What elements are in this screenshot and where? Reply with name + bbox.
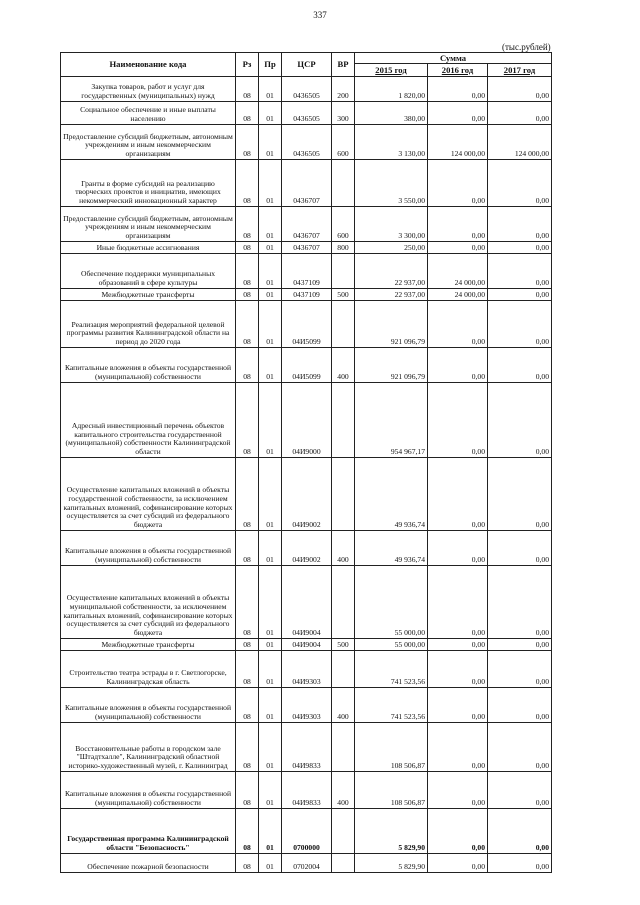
- table-row: [61, 458, 552, 531]
- cell-csr: 04И9833: [282, 723, 332, 772]
- cell-2017: 0,00: [488, 102, 552, 125]
- cell-2015: 921 096,79: [355, 348, 428, 383]
- cell-2015: 49 936,74: [355, 531, 428, 566]
- cell-name: Капитальные вложения в объекты государственной (муниципальной) собственности: [61, 348, 236, 383]
- cell-csr: 04И5099: [282, 301, 332, 348]
- cell-name: Восстановительные работы в городском зале "Штадтхалле", Калининградский областной историко-художественный музей, г. Калининград: [61, 723, 236, 772]
- cell-2015: 3 550,00: [355, 160, 428, 207]
- cell-rz: 08: [236, 566, 259, 639]
- cell-2016: 124 000,00: [428, 125, 488, 160]
- cell-vr: 600: [332, 125, 355, 160]
- cell-csr: 04И9002: [282, 458, 332, 531]
- cell-2017: 0,00: [488, 160, 552, 207]
- cell-rz: 08: [236, 160, 259, 207]
- cell-2016: 0,00: [428, 348, 488, 383]
- cell-2017: 0,00: [488, 242, 552, 254]
- units-label: (тыс.рублей): [502, 42, 551, 52]
- cell-2015: 3 130,00: [355, 125, 428, 160]
- cell-2016: 0,00: [428, 772, 488, 809]
- cell-2015: 954 967,17: [355, 383, 428, 458]
- cell-2017: 0,00: [488, 383, 552, 458]
- table-row: [61, 566, 552, 639]
- cell-rz: 08: [236, 458, 259, 531]
- cell-vr: 500: [332, 639, 355, 651]
- cell-rz: 08: [236, 809, 259, 854]
- cell-2016: 24 000,00: [428, 254, 488, 289]
- cell-csr: 0436707: [282, 207, 332, 242]
- cell-2015: 5 829,90: [355, 854, 428, 873]
- cell-2017: 0,00: [488, 723, 552, 772]
- cell-2016: 0,00: [428, 531, 488, 566]
- cell-rz: 08: [236, 772, 259, 809]
- cell-csr: 04И9000: [282, 383, 332, 458]
- table-row: [61, 289, 552, 301]
- cell-vr: [332, 383, 355, 458]
- cell-vr: 300: [332, 102, 355, 125]
- cell-rz: 08: [236, 383, 259, 458]
- budget-table: [60, 52, 552, 873]
- cell-vr: [332, 254, 355, 289]
- cell-csr: 04И9002: [282, 531, 332, 566]
- cell-vr: 400: [332, 772, 355, 809]
- cell-pr: 01: [259, 348, 282, 383]
- cell-rz: 08: [236, 77, 259, 102]
- cell-rz: 08: [236, 207, 259, 242]
- header-csr: ЦСР: [282, 53, 332, 77]
- header-sum: Сумма: [355, 53, 552, 64]
- cell-pr: 01: [259, 77, 282, 102]
- table-row: [61, 854, 552, 873]
- cell-2017: 0,00: [488, 688, 552, 723]
- cell-vr: 600: [332, 207, 355, 242]
- table-row: [61, 639, 552, 651]
- cell-pr: 01: [259, 289, 282, 301]
- cell-name: Обеспечение пожарной безопасности: [61, 854, 236, 873]
- cell-2017: 0,00: [488, 77, 552, 102]
- cell-vr: 400: [332, 688, 355, 723]
- cell-name: Капитальные вложения в объекты государственной (муниципальной) собственности: [61, 688, 236, 723]
- table-row: [61, 809, 552, 854]
- table-row: [61, 348, 552, 383]
- cell-2016: 0,00: [428, 458, 488, 531]
- cell-name: Адресный инвестиционный перечень объектов капитального строительства государственной (муниципальной) собственности Калининградской области: [61, 383, 236, 458]
- cell-2016: 24 000,00: [428, 289, 488, 301]
- header-name: Наименование кода: [61, 53, 236, 77]
- cell-rz: 08: [236, 854, 259, 873]
- cell-name: Социальное обеспечение и иные выплаты населению: [61, 102, 236, 125]
- cell-name: Предоставление субсидий бюджетным, автономным учреждениям и иным некоммерческим организациям: [61, 207, 236, 242]
- cell-csr: 04И9004: [282, 566, 332, 639]
- cell-csr: 0702004: [282, 854, 332, 873]
- cell-pr: 01: [259, 301, 282, 348]
- table-row: [61, 383, 552, 458]
- cell-2015: 55 000,00: [355, 566, 428, 639]
- table-row: [61, 77, 552, 102]
- cell-csr: 04И9303: [282, 688, 332, 723]
- cell-csr: 0436707: [282, 242, 332, 254]
- cell-2017: 0,00: [488, 254, 552, 289]
- cell-vr: 200: [332, 77, 355, 102]
- cell-2015: 55 000,00: [355, 639, 428, 651]
- cell-name: Закупка товаров, работ и услуг для государственных (муниципальных) нужд: [61, 77, 236, 102]
- cell-2017: 0,00: [488, 207, 552, 242]
- cell-2016: 0,00: [428, 383, 488, 458]
- cell-2015: 49 936,74: [355, 458, 428, 531]
- cell-rz: 08: [236, 348, 259, 383]
- cell-rz: 08: [236, 254, 259, 289]
- cell-2016: 0,00: [428, 809, 488, 854]
- table-row: [61, 772, 552, 809]
- cell-2017: 0,00: [488, 639, 552, 651]
- cell-pr: 01: [259, 160, 282, 207]
- cell-2015: 250,00: [355, 242, 428, 254]
- cell-rz: 08: [236, 531, 259, 566]
- cell-2015: 22 937,00: [355, 254, 428, 289]
- cell-2015: 741 523,56: [355, 688, 428, 723]
- cell-name: Капитальные вложения в объекты государственной (муниципальной) собственности: [61, 772, 236, 809]
- header-vr: ВР: [332, 53, 355, 77]
- cell-rz: 08: [236, 102, 259, 125]
- cell-2016: 0,00: [428, 651, 488, 688]
- cell-csr: 0436505: [282, 77, 332, 102]
- table-row: [61, 688, 552, 723]
- cell-name: Межбюджетные трансферты: [61, 289, 236, 301]
- cell-pr: 01: [259, 207, 282, 242]
- header-rz: Рз: [236, 53, 259, 77]
- cell-pr: 01: [259, 723, 282, 772]
- cell-2017: 0,00: [488, 651, 552, 688]
- cell-2017: 0,00: [488, 458, 552, 531]
- cell-2016: 0,00: [428, 301, 488, 348]
- cell-rz: 08: [236, 125, 259, 160]
- cell-name: Обеспечение поддержки муниципальных образований в сфере культуры: [61, 254, 236, 289]
- cell-2017: 0,00: [488, 854, 552, 873]
- cell-vr: 400: [332, 348, 355, 383]
- cell-vr: [332, 809, 355, 854]
- cell-vr: [332, 854, 355, 873]
- cell-2015: 1 820,00: [355, 77, 428, 102]
- cell-2016: 0,00: [428, 242, 488, 254]
- cell-name: Предоставление субсидий бюджетным, автономным учреждениям и иным некоммерческим организациям: [61, 125, 236, 160]
- cell-2016: 0,00: [428, 566, 488, 639]
- cell-2016: 0,00: [428, 160, 488, 207]
- header-2016: 2016 год: [428, 64, 488, 77]
- cell-name: Межбюджетные трансферты: [61, 639, 236, 651]
- cell-csr: 04И9833: [282, 772, 332, 809]
- cell-name: Осуществление капитальных вложений в объекты муниципальной собственности, за исключением капитальных вложений, софинансирование которых осуществляется за счет субсидий из федерального бюджета: [61, 566, 236, 639]
- cell-csr: 04И9004: [282, 639, 332, 651]
- cell-2015: 108 506,87: [355, 723, 428, 772]
- cell-2017: 0,00: [488, 809, 552, 854]
- table-row: [61, 102, 552, 125]
- table-row: [61, 254, 552, 289]
- table-row: [61, 531, 552, 566]
- table-body: [61, 77, 552, 873]
- cell-pr: 01: [259, 254, 282, 289]
- cell-pr: 01: [259, 125, 282, 160]
- cell-2017: 0,00: [488, 289, 552, 301]
- cell-vr: 500: [332, 289, 355, 301]
- cell-2016: 0,00: [428, 102, 488, 125]
- header-2015: 2015 год: [355, 64, 428, 77]
- cell-rz: 08: [236, 688, 259, 723]
- cell-2015: 108 506,87: [355, 772, 428, 809]
- cell-csr: 0437109: [282, 289, 332, 301]
- cell-vr: [332, 458, 355, 531]
- cell-pr: 01: [259, 639, 282, 651]
- table-row: [61, 651, 552, 688]
- cell-2015: 380,00: [355, 102, 428, 125]
- cell-2016: 0,00: [428, 639, 488, 651]
- cell-pr: 01: [259, 809, 282, 854]
- cell-name: Гранты в форме субсидий на реализацию творческих проектов и инициатив, имеющих некоммерческий инновационный характер: [61, 160, 236, 207]
- cell-2017: 0,00: [488, 566, 552, 639]
- cell-2016: 0,00: [428, 723, 488, 772]
- table-row: [61, 207, 552, 242]
- cell-csr: 04И5099: [282, 348, 332, 383]
- cell-2016: 0,00: [428, 854, 488, 873]
- cell-2015: 22 937,00: [355, 289, 428, 301]
- table-row: [61, 723, 552, 772]
- cell-2017: 0,00: [488, 772, 552, 809]
- cell-2016: 0,00: [428, 207, 488, 242]
- cell-2015: 921 096,79: [355, 301, 428, 348]
- cell-name: Капитальные вложения в объекты государственной (муниципальной) собственности: [61, 531, 236, 566]
- cell-rz: 08: [236, 723, 259, 772]
- cell-2017: 124 000,00: [488, 125, 552, 160]
- cell-csr: 0436505: [282, 102, 332, 125]
- cell-vr: [332, 566, 355, 639]
- cell-vr: 800: [332, 242, 355, 254]
- cell-2015: 741 523,56: [355, 651, 428, 688]
- cell-csr: 04И9303: [282, 651, 332, 688]
- cell-pr: 01: [259, 566, 282, 639]
- cell-2017: 0,00: [488, 348, 552, 383]
- cell-rz: 08: [236, 651, 259, 688]
- cell-name: Государственная программа Калининградской области "Безопасность": [61, 809, 236, 854]
- cell-pr: 01: [259, 531, 282, 566]
- table-row: [61, 301, 552, 348]
- cell-name: Осуществление капитальных вложений в объекты государственной собственности, за исключением капитальных вложений, софинансирование которых осуществляется за счет субсидий из федерального бюджета: [61, 458, 236, 531]
- table-row: [61, 125, 552, 160]
- cell-pr: 01: [259, 651, 282, 688]
- cell-pr: 01: [259, 102, 282, 125]
- cell-csr: 0436505: [282, 125, 332, 160]
- cell-2015: 5 829,90: [355, 809, 428, 854]
- header-pr: Пр: [259, 53, 282, 77]
- cell-rz: 08: [236, 289, 259, 301]
- table-row: [61, 160, 552, 207]
- cell-vr: [332, 723, 355, 772]
- cell-2016: 0,00: [428, 77, 488, 102]
- cell-pr: 01: [259, 458, 282, 531]
- cell-vr: 400: [332, 531, 355, 566]
- header-2017: 2017 год: [488, 64, 552, 77]
- cell-rz: 08: [236, 301, 259, 348]
- cell-csr: 0437109: [282, 254, 332, 289]
- cell-name: Реализация мероприятий федеральной целевой программы развития Калининградской области на период до 2020 года: [61, 301, 236, 348]
- cell-rz: 08: [236, 639, 259, 651]
- cell-vr: [332, 301, 355, 348]
- cell-2015: 3 300,00: [355, 207, 428, 242]
- cell-pr: 01: [259, 242, 282, 254]
- cell-pr: 01: [259, 854, 282, 873]
- cell-rz: 08: [236, 242, 259, 254]
- cell-name: Иные бюджетные ассигнования: [61, 242, 236, 254]
- cell-2017: 0,00: [488, 301, 552, 348]
- table-row: [61, 242, 552, 254]
- cell-vr: [332, 160, 355, 207]
- cell-csr: 0700000: [282, 809, 332, 854]
- cell-vr: [332, 651, 355, 688]
- page-number: 337: [313, 10, 327, 20]
- cell-csr: 0436707: [282, 160, 332, 207]
- cell-pr: 01: [259, 383, 282, 458]
- cell-2016: 0,00: [428, 688, 488, 723]
- cell-2017: 0,00: [488, 531, 552, 566]
- cell-name: Строительство театра эстрады в г. Светлогорске, Калининградская область: [61, 651, 236, 688]
- cell-pr: 01: [259, 772, 282, 809]
- cell-pr: 01: [259, 688, 282, 723]
